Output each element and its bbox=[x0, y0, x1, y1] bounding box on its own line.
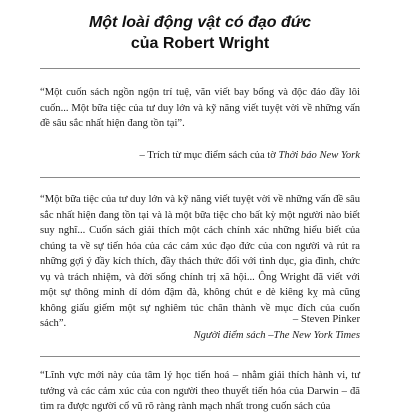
quote-1-text: “Một cuốn sách ngồn ngộn trí tuệ, văn viết bay bổng và độc đáo đầy lôi cuốn... Một bữa tiệc của tư duy lớn và kỹ năng viết tuyệt vời về những vấn đề sâu sắc nhất hiện đang tồn tại”. bbox=[40, 87, 360, 129]
book-title bbox=[0, 12, 400, 54]
title-line-1: Một loài động vật có đạo đức bbox=[88, 14, 312, 31]
divider bbox=[40, 68, 360, 69]
quote-3-text: “Lĩnh vực mới này của tâm lý học tiến hoá – nhằm giải thích hành vi, tư tưởng và các cảm xúc của con người theo thuyết tiến hóa của Darwin – đã tìm ra được người cổ vũ rõ ràng rành mạch nhất trong cuốn sách của bbox=[40, 370, 360, 412]
quote-1-attribution bbox=[139, 148, 360, 164]
divider bbox=[40, 177, 360, 178]
quote-2-attr-role-text: Người điểm sách –The New York Times bbox=[193, 330, 360, 341]
quote-2-attr-name: – Steven Pinker bbox=[292, 314, 360, 325]
quote-2-attr-role bbox=[194, 328, 360, 344]
quote-1-attr-source: Thời báo New York bbox=[278, 150, 360, 161]
quote-2-text: “Một bữa tiệc của tư duy lớn và kỹ năng viết tuyệt vời về những vấn đề sâu sắc nhất hiện đang tồn tại và là một bữa tiệc cho bất kỳ một người nào biết suy nghĩ... Cuốn sách giải thích một cách chính xác những hiểu biết của chúng ta về sự tiến hóa của các cảm xúc đạo đức của con người và rút ra những gợi ý đầy kích thích, đầy thách thức đối với tình dục, gia đình, chức vụ và trách nhiệm, và đời sống chính trị xã hội... Ông Wright đã viết với một sự thông minh dí dỏm đậm đà, không chút e dè kiêng kỵ mà cũng không giấu giếm một sự nghiêm túc chân thành về mục đích của cuốn sách”. bbox=[40, 194, 360, 329]
divider bbox=[40, 356, 360, 357]
title-line-2: của Robert Wright bbox=[130, 35, 270, 52]
quote-1-attr-prefix: – Trích từ mục điểm sách của tờ bbox=[139, 150, 279, 161]
